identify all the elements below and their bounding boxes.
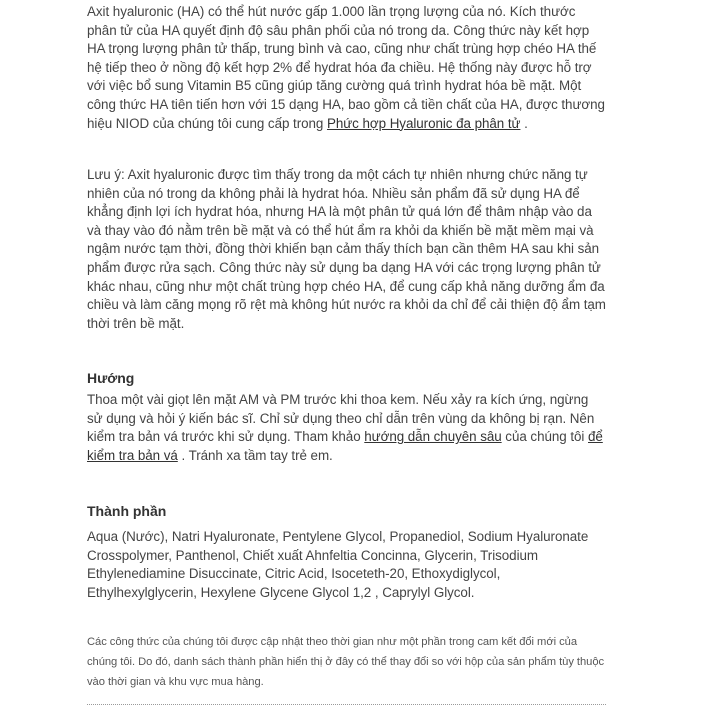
multi-molecular-hyaluronic-link[interactable]: Phức hợp Hyaluronic đa phân tử (326, 115, 521, 131)
description-text-end: . (520, 115, 528, 131)
ingredients-paragraph: Aqua (Nước), Natri Hyaluronate, Pentylene Glycol, Propanediol, Sodium Hyaluronate Crosspolymer, Panthenol, Chiết xuất Ahnfeltia Concinna, Glycerin, Trisodium Ethylenediamine Disuccinate, Citric Acid, Isoceteth-20, Ethoxydiglycol, Ethylhexylglycerin, Hexylene Glycene Glycol 1,2 , Caprylyl Glycol. (87, 529, 589, 600)
ingredients-heading: Thành phần (87, 503, 167, 519)
directions-heading: Hướng (87, 370, 135, 386)
in-depth-guide-link[interactable]: hướng dẫn chuyên sâu (364, 429, 502, 445)
patch-test-link[interactable]: để kiểm tra bản vá (87, 429, 603, 463)
description-paragraph (87, 3, 606, 133)
directions-text-middle: của chúng tôi (501, 429, 588, 445)
directions-text-end: . Tránh xa tầm tay trẻ em. (177, 447, 333, 463)
directions-text: Thoa một vài giọt lên mặt AM và PM trước khi thoa kem. Nếu xảy ra kích ứng, ngừng sử dụng và hỏi ý kiến bác sĩ. Chỉ sử dụng theo chỉ dẫn trên vùng da không bị rạn. Nên kiểm tra bản vá trước khi sử dụng. Tham khảo (87, 392, 595, 445)
note-paragraph: Lưu ý: Axit hyaluronic được tìm thấy trong da một cách tự nhiên nhưng chức năng tự nhiên của nó trong da không phải là hydrat hóa. Nhiều sản phẩm đã sử dụng HA để khẳng định lợi ích hydrat hóa, nhưng HA là một phân tử quá lớn để thâm nhập vào da và thay vào đó nằm trên bề mặt và có thể hút ẩm ra khỏi da khiến bề mặt mềm mại và ngậm nước tạm thời, đồng thời khiến bạn cảm thấy thích bạn cần thêm HA sau khi sản phẩm được rửa sạch. Công thức này sử dụng ba dạng HA với các trọng lượng phân tử khác nhau, cũng như một chất trùng hợp chéo HA, để cung cấp khả năng dưỡng ẩm đa chiều và làm căng mọng rõ rệt mà không hút nước ra khỏi da chỉ để cải thiện độ ẩm tạm thời trên bề mặt. (87, 167, 606, 331)
section-divider (87, 704, 606, 705)
description-text: Axit hyaluronic (HA) có thể hút nước gấp 1.000 lần trọng lượng của nó. Kích thước phân tử của HA quyết định độ sâu phân phối của nó trong da. Công thức này kết hợp HA trọng lượng phân tử thấp, trung bình và cao, cũng như chất trùng hợp chéo HA thế hệ tiếp theo ở nồng độ kết hợp 2% để hydrat hóa đa chiều. Hệ thống này được hỗ trợ với việc bổ sung Vitamin B5 cũng giúp tăng cường quá trình hydrat hóa bề mặt. Một công thức HA tiên tiến hơn với 15 dạng HA, bao gồm cả tiền chất của HA, được thương hiệu NIOD của chúng tôi cung cấp trong (87, 4, 605, 131)
directions-paragraph (87, 391, 606, 465)
ingredients-disclaimer: Các công thức của chúng tôi được cập nhật theo thời gian như một phần trong cam kết đổi mới của chúng tôi. Do đó, danh sách thành phần hiển thị ở đây có thể thay đổi so với hộp của sản phẩm tùy thuộc vào thời gian và khu vực mua hàng. (87, 636, 605, 688)
